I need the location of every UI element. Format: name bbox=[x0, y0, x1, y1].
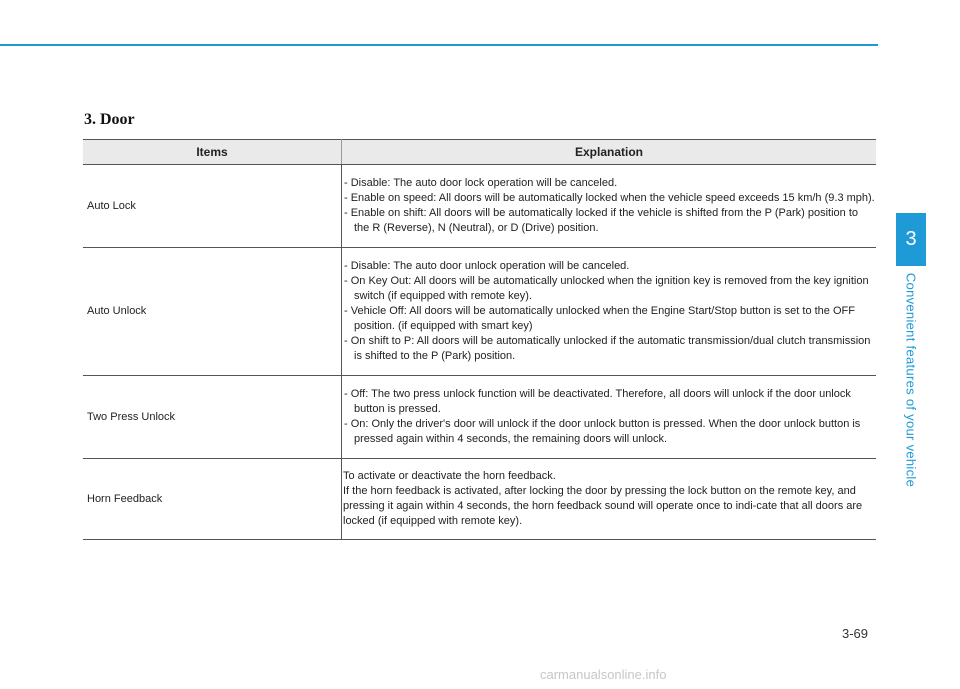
header-explanation: Explanation bbox=[342, 140, 877, 165]
table-row bbox=[83, 376, 876, 459]
header-items: Items bbox=[83, 140, 342, 165]
explanation-line: - Off: The two press unlock function will be deactivated. Therefore, all doors will unlock if the door unlock button is pressed. bbox=[344, 388, 851, 415]
explanation-paragraph: If the horn feedback is activated, after locking the door by pressing the lock button on the remote key, and pressing it again within 4 seconds, the horn feedback sound will operate once to indi-cate that all doors are locked (if equipped with remote key). bbox=[343, 485, 863, 527]
item-two-press-unlock: Two Press Unlock bbox=[83, 376, 342, 459]
chapter-number-tab: 3 bbox=[896, 213, 926, 266]
explanation-line: - Disable: The auto door lock operation will be canceled. bbox=[344, 177, 618, 189]
explanation-horn-feedback bbox=[342, 459, 877, 540]
table-header-row bbox=[83, 140, 876, 165]
watermark: carmanualsonline.info bbox=[540, 667, 667, 682]
explanation-paragraph: To activate or deactivate the horn feedback. bbox=[343, 470, 556, 482]
explanation-line: - Vehicle Off: All doors will be automatically unlocked when the Engine Start/Stop button is set to the OFF position. (if equipped with smart key) bbox=[344, 305, 855, 332]
item-auto-unlock: Auto Unlock bbox=[83, 248, 342, 376]
explanation-two-press-unlock bbox=[342, 376, 877, 459]
table-row bbox=[83, 248, 876, 376]
explanation-line: - On: Only the driver's door will unlock if the door unlock button is pressed. When the door unlock button is pressed again within 4 seconds, the remaining doors will unlock. bbox=[344, 418, 861, 445]
explanation-line: - On Key Out: All doors will be automatically unlocked when the ignition key is removed from the key ignition switch (if equipped with remote key). bbox=[344, 275, 869, 302]
table-row bbox=[83, 165, 876, 248]
explanation-line: - Enable on speed: All doors will be automatically locked when the vehicle speed exceeds 15 km/h (9.3 mph). bbox=[344, 192, 875, 204]
chapter-title: Convenient features of your vehicle bbox=[903, 272, 919, 488]
item-auto-lock: Auto Lock bbox=[83, 165, 342, 248]
door-settings-table bbox=[83, 139, 876, 540]
explanation-line: - Enable on shift: All doors will be automatically locked if the vehicle is shifted from the P (Park) position to the R (Reverse), N (Neutral), or D (Drive) position. bbox=[344, 207, 858, 234]
page-number: 3-69 bbox=[842, 626, 869, 641]
explanation-auto-unlock bbox=[342, 248, 877, 376]
table-row bbox=[83, 459, 876, 540]
explanation-line: - Disable: The auto door unlock operation will be canceled. bbox=[344, 260, 630, 272]
explanation-auto-lock bbox=[342, 165, 877, 248]
header-rule bbox=[0, 44, 878, 46]
section-heading: 3. Door bbox=[84, 111, 135, 128]
item-horn-feedback: Horn Feedback bbox=[83, 459, 342, 540]
explanation-line: - On shift to P: All doors will be automatically unlocked if the automatic transmission/dual clutch transmission is shifted to the P (Park) position. bbox=[344, 335, 871, 362]
